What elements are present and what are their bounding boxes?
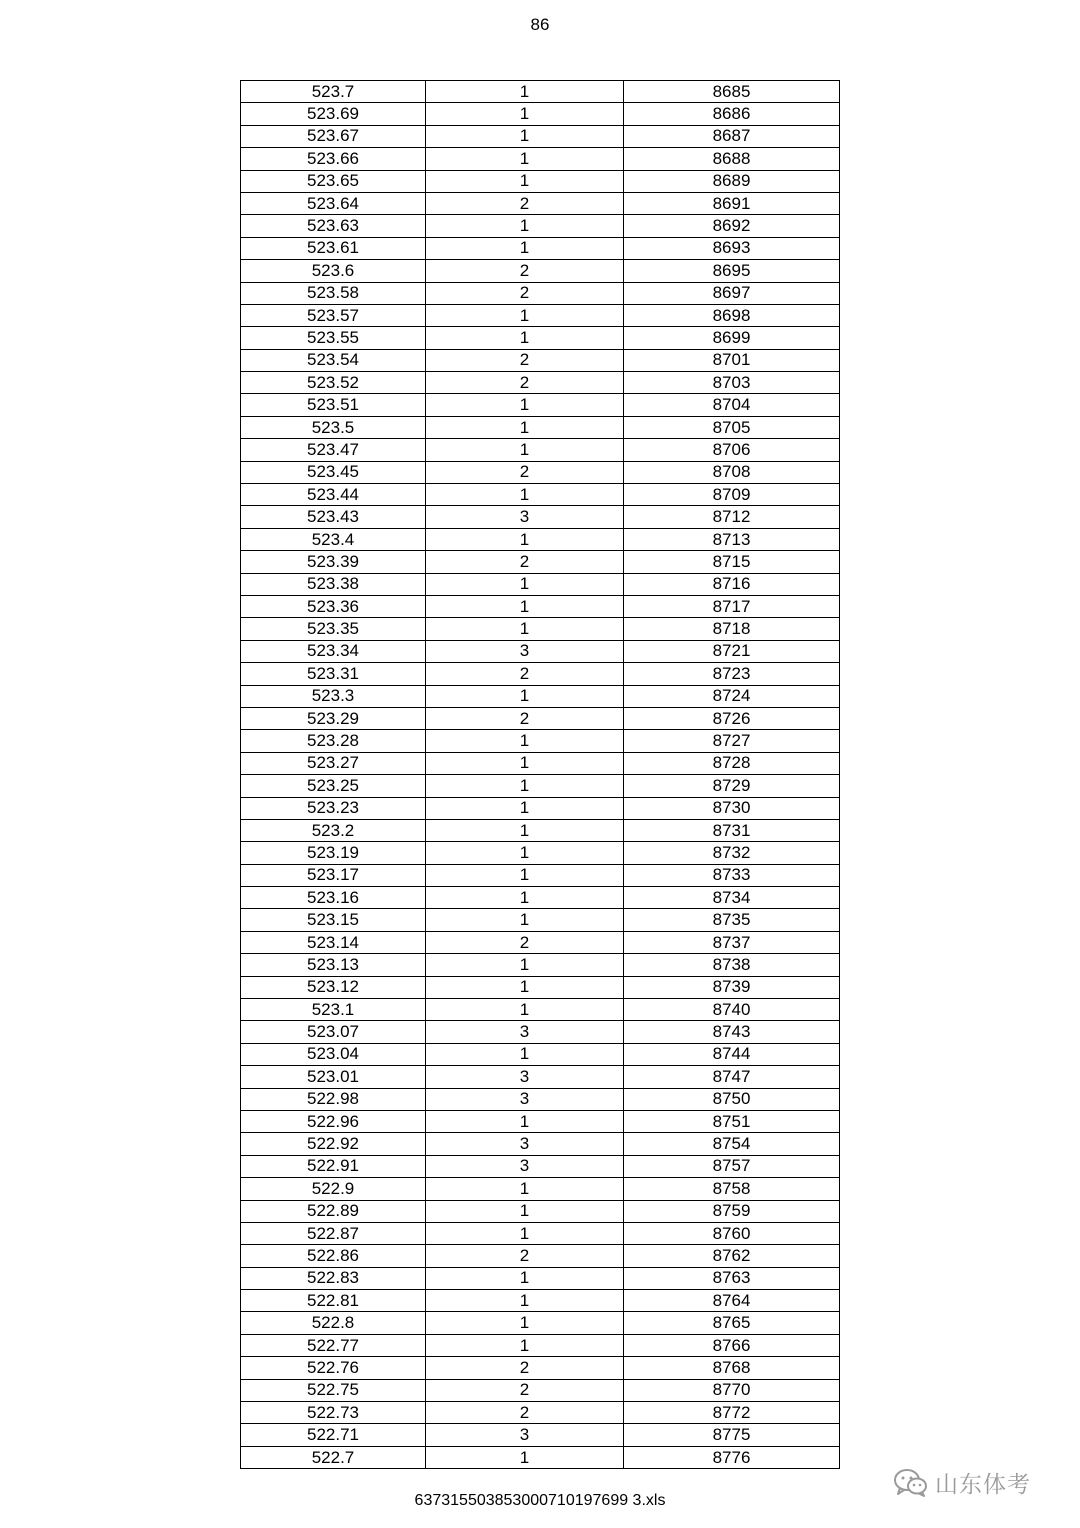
cumulative-cell: 8776: [624, 1446, 840, 1468]
table-row: [241, 1379, 840, 1401]
score-cell: 522.73: [241, 1402, 426, 1424]
cumulative-cell: 8712: [624, 506, 840, 528]
score-cell: 523.43: [241, 506, 426, 528]
table-row: [241, 707, 840, 729]
count-cell: 1: [426, 327, 624, 349]
score-cell: 523.3: [241, 685, 426, 707]
table-row: [241, 1178, 840, 1200]
cumulative-cell: 8733: [624, 864, 840, 886]
score-cell: 523.17: [241, 864, 426, 886]
score-cell: 523.35: [241, 618, 426, 640]
cumulative-cell: 8770: [624, 1379, 840, 1401]
score-cell: 523.28: [241, 730, 426, 752]
count-cell: 1: [426, 999, 624, 1021]
table-row: [241, 931, 840, 953]
count-cell: 2: [426, 282, 624, 304]
cumulative-cell: 8768: [624, 1357, 840, 1379]
table-row: [241, 1088, 840, 1110]
table-row: [241, 260, 840, 282]
count-cell: 2: [426, 372, 624, 394]
score-cell: 523.04: [241, 1043, 426, 1065]
table-row: [241, 976, 840, 998]
count-cell: 1: [426, 394, 624, 416]
cumulative-cell: 8737: [624, 931, 840, 953]
score-cell: 523.63: [241, 215, 426, 237]
table-row: [241, 394, 840, 416]
table-row: [241, 304, 840, 326]
cumulative-cell: 8740: [624, 999, 840, 1021]
cumulative-cell: 8732: [624, 842, 840, 864]
cumulative-cell: 8692: [624, 215, 840, 237]
score-cell: 523.69: [241, 103, 426, 125]
table-row: [241, 819, 840, 841]
score-cell: 522.75: [241, 1379, 426, 1401]
cumulative-cell: 8763: [624, 1267, 840, 1289]
count-cell: 1: [426, 1312, 624, 1334]
cumulative-cell: 8727: [624, 730, 840, 752]
cumulative-cell: 8705: [624, 416, 840, 438]
count-cell: 1: [426, 954, 624, 976]
cumulative-cell: 8709: [624, 484, 840, 506]
score-cell: 523.64: [241, 192, 426, 214]
count-cell: 1: [426, 484, 624, 506]
score-cell: 523.65: [241, 170, 426, 192]
count-cell: 1: [426, 595, 624, 617]
count-cell: 3: [426, 1021, 624, 1043]
cumulative-cell: 8735: [624, 909, 840, 931]
cumulative-cell: 8688: [624, 148, 840, 170]
count-cell: 3: [426, 1424, 624, 1446]
score-cell: 523.47: [241, 439, 426, 461]
count-cell: 1: [426, 909, 624, 931]
table-row: [241, 618, 840, 640]
table-row: [241, 954, 840, 976]
score-cell: 523.45: [241, 461, 426, 483]
count-cell: 1: [426, 730, 624, 752]
score-cell: 523.58: [241, 282, 426, 304]
score-cell: 522.96: [241, 1110, 426, 1132]
count-cell: 1: [426, 237, 624, 259]
cumulative-cell: 8726: [624, 707, 840, 729]
score-cell: 523.39: [241, 551, 426, 573]
cumulative-cell: 8721: [624, 640, 840, 662]
count-cell: 1: [426, 81, 624, 103]
cumulative-cell: 8750: [624, 1088, 840, 1110]
count-cell: 3: [426, 1155, 624, 1177]
table-row: [241, 1066, 840, 1088]
cumulative-cell: 8693: [624, 237, 840, 259]
count-cell: 1: [426, 1200, 624, 1222]
count-cell: 1: [426, 1267, 624, 1289]
cumulative-cell: 8695: [624, 260, 840, 282]
count-cell: 1: [426, 439, 624, 461]
cumulative-cell: 8717: [624, 595, 840, 617]
cumulative-cell: 8718: [624, 618, 840, 640]
table-row: [241, 1402, 840, 1424]
score-cell: 523.12: [241, 976, 426, 998]
cumulative-cell: 8723: [624, 663, 840, 685]
score-cell: 522.86: [241, 1245, 426, 1267]
score-cell: 523.54: [241, 349, 426, 371]
count-cell: 3: [426, 640, 624, 662]
cumulative-cell: 8703: [624, 372, 840, 394]
count-cell: 1: [426, 1222, 624, 1244]
score-cell: 522.71: [241, 1424, 426, 1446]
cumulative-cell: 8686: [624, 103, 840, 125]
table-row: [241, 170, 840, 192]
count-cell: 1: [426, 125, 624, 147]
cumulative-cell: 8706: [624, 439, 840, 461]
table-row: [241, 1200, 840, 1222]
score-cell: 523.61: [241, 237, 426, 259]
score-cell: 523.66: [241, 148, 426, 170]
count-cell: 2: [426, 1245, 624, 1267]
score-cell: 523.67: [241, 125, 426, 147]
count-cell: 1: [426, 797, 624, 819]
count-cell: 1: [426, 618, 624, 640]
table-row: [241, 1021, 840, 1043]
table-row: [241, 842, 840, 864]
cumulative-cell: 8689: [624, 170, 840, 192]
score-cell: 522.91: [241, 1155, 426, 1177]
cumulative-cell: 8731: [624, 819, 840, 841]
table-row: [241, 775, 840, 797]
count-cell: 1: [426, 170, 624, 192]
count-cell: 1: [426, 148, 624, 170]
table-row: [241, 506, 840, 528]
count-cell: 1: [426, 775, 624, 797]
count-cell: 2: [426, 707, 624, 729]
table-row: [241, 1424, 840, 1446]
table-row: [241, 999, 840, 1021]
score-cell: 523.38: [241, 573, 426, 595]
table-row: [241, 461, 840, 483]
cumulative-cell: 8764: [624, 1290, 840, 1312]
cumulative-cell: 8724: [624, 685, 840, 707]
cumulative-cell: 8730: [624, 797, 840, 819]
cumulative-cell: 8697: [624, 282, 840, 304]
table-body: [241, 81, 840, 1469]
count-cell: 1: [426, 1334, 624, 1356]
page-number: 86: [530, 15, 550, 34]
score-cell: 522.76: [241, 1357, 426, 1379]
score-cell: 522.98: [241, 1088, 426, 1110]
score-cell: 522.77: [241, 1334, 426, 1356]
table-row: [241, 864, 840, 886]
cumulative-cell: 8751: [624, 1110, 840, 1132]
count-cell: 2: [426, 349, 624, 371]
cumulative-cell: 8758: [624, 1178, 840, 1200]
table-row: [241, 909, 840, 931]
score-cell: 523.36: [241, 595, 426, 617]
score-cell: 523.16: [241, 887, 426, 909]
cumulative-cell: 8691: [624, 192, 840, 214]
score-cell: 522.7: [241, 1446, 426, 1468]
score-cell: 523.52: [241, 372, 426, 394]
table-row: [241, 730, 840, 752]
cumulative-cell: 8739: [624, 976, 840, 998]
table-row: [241, 349, 840, 371]
table-row: [241, 551, 840, 573]
count-cell: 1: [426, 819, 624, 841]
cumulative-cell: 8708: [624, 461, 840, 483]
score-cell: 522.83: [241, 1267, 426, 1289]
count-cell: 1: [426, 1290, 624, 1312]
count-cell: 3: [426, 1066, 624, 1088]
count-cell: 1: [426, 685, 624, 707]
cumulative-cell: 8747: [624, 1066, 840, 1088]
count-cell: 1: [426, 842, 624, 864]
table-row: [241, 1245, 840, 1267]
score-cell: 522.9: [241, 1178, 426, 1200]
score-cell: 523.01: [241, 1066, 426, 1088]
score-cell: 523.19: [241, 842, 426, 864]
table-row: [241, 1334, 840, 1356]
cumulative-cell: 8685: [624, 81, 840, 103]
cumulative-cell: 8699: [624, 327, 840, 349]
table-row: [241, 103, 840, 125]
cumulative-cell: 8704: [624, 394, 840, 416]
score-cell: 522.81: [241, 1290, 426, 1312]
score-cell: 523.7: [241, 81, 426, 103]
score-cell: 523.2: [241, 819, 426, 841]
score-cell: 523.23: [241, 797, 426, 819]
score-cell: 523.44: [241, 484, 426, 506]
table-row: [241, 484, 840, 506]
table-row: [241, 372, 840, 394]
cumulative-cell: 8744: [624, 1043, 840, 1065]
count-cell: 1: [426, 864, 624, 886]
cumulative-cell: 8772: [624, 1402, 840, 1424]
cumulative-cell: 8728: [624, 752, 840, 774]
table-row: [241, 685, 840, 707]
table-row: [241, 1222, 840, 1244]
table-row: [241, 528, 840, 550]
count-cell: 1: [426, 304, 624, 326]
count-cell: 1: [426, 1446, 624, 1468]
cumulative-cell: 8757: [624, 1155, 840, 1177]
cumulative-cell: 8760: [624, 1222, 840, 1244]
count-cell: 2: [426, 931, 624, 953]
table-row: [241, 81, 840, 103]
score-cell: 523.31: [241, 663, 426, 685]
score-cell: 522.89: [241, 1200, 426, 1222]
count-cell: 2: [426, 663, 624, 685]
score-cell: 522.87: [241, 1222, 426, 1244]
cumulative-cell: 8729: [624, 775, 840, 797]
table-row: [241, 1357, 840, 1379]
count-cell: 3: [426, 506, 624, 528]
count-cell: 2: [426, 260, 624, 282]
count-cell: 2: [426, 1402, 624, 1424]
table-row: [241, 797, 840, 819]
score-table: [240, 80, 840, 1469]
table-row: [241, 215, 840, 237]
count-cell: 1: [426, 1110, 624, 1132]
count-cell: 1: [426, 1043, 624, 1065]
score-cell: 523.57: [241, 304, 426, 326]
table-row: [241, 1446, 840, 1468]
score-cell: 523.29: [241, 707, 426, 729]
cumulative-cell: 8765: [624, 1312, 840, 1334]
table-row: [241, 416, 840, 438]
cumulative-cell: 8759: [624, 1200, 840, 1222]
count-cell: 1: [426, 215, 624, 237]
cumulative-cell: 8738: [624, 954, 840, 976]
table-row: [241, 282, 840, 304]
table-row: [241, 595, 840, 617]
count-cell: 1: [426, 103, 624, 125]
count-cell: 2: [426, 192, 624, 214]
count-cell: 3: [426, 1133, 624, 1155]
score-cell: 523.6: [241, 260, 426, 282]
cumulative-cell: 8716: [624, 573, 840, 595]
table-row: [241, 1155, 840, 1177]
count-cell: 1: [426, 573, 624, 595]
footer-filename: 637315503853000710197699 3.xls: [414, 1492, 666, 1509]
score-cell: 523.51: [241, 394, 426, 416]
count-cell: 2: [426, 461, 624, 483]
table-row: [241, 1133, 840, 1155]
score-cell: 523.15: [241, 909, 426, 931]
cumulative-cell: 8698: [624, 304, 840, 326]
table-row: [241, 1110, 840, 1132]
table-row: [241, 1043, 840, 1065]
count-cell: 1: [426, 416, 624, 438]
cumulative-cell: 8743: [624, 1021, 840, 1043]
count-cell: 1: [426, 528, 624, 550]
count-cell: 1: [426, 1178, 624, 1200]
count-cell: 1: [426, 976, 624, 998]
table-row: [241, 192, 840, 214]
table-row: [241, 1267, 840, 1289]
score-cell: 523.34: [241, 640, 426, 662]
score-cell: 523.4: [241, 528, 426, 550]
count-cell: 1: [426, 887, 624, 909]
cumulative-cell: 8701: [624, 349, 840, 371]
cumulative-cell: 8713: [624, 528, 840, 550]
score-cell: 523.13: [241, 954, 426, 976]
table-row: [241, 1312, 840, 1334]
table-row: [241, 640, 840, 662]
cumulative-cell: 8754: [624, 1133, 840, 1155]
score-cell: 523.27: [241, 752, 426, 774]
score-cell: 522.8: [241, 1312, 426, 1334]
table-row: [241, 752, 840, 774]
table-row: [241, 148, 840, 170]
score-cell: 523.25: [241, 775, 426, 797]
table-row: [241, 125, 840, 147]
count-cell: 2: [426, 1379, 624, 1401]
score-cell: 522.92: [241, 1133, 426, 1155]
table-row: [241, 1290, 840, 1312]
table-row: [241, 439, 840, 461]
cumulative-cell: 8762: [624, 1245, 840, 1267]
score-cell: 523.07: [241, 1021, 426, 1043]
table-row: [241, 327, 840, 349]
score-cell: 523.14: [241, 931, 426, 953]
table-row: [241, 573, 840, 595]
count-cell: 1: [426, 752, 624, 774]
cumulative-cell: 8775: [624, 1424, 840, 1446]
table-row: [241, 887, 840, 909]
table-row: [241, 237, 840, 259]
count-cell: 3: [426, 1088, 624, 1110]
cumulative-cell: 8687: [624, 125, 840, 147]
cumulative-cell: 8715: [624, 551, 840, 573]
score-cell: 523.1: [241, 999, 426, 1021]
count-cell: 2: [426, 1357, 624, 1379]
score-cell: 523.55: [241, 327, 426, 349]
cumulative-cell: 8734: [624, 887, 840, 909]
watermark-text: 山东体考: [935, 1472, 1031, 1498]
cumulative-cell: 8766: [624, 1334, 840, 1356]
table-row: [241, 663, 840, 685]
score-cell: 523.5: [241, 416, 426, 438]
count-cell: 2: [426, 551, 624, 573]
